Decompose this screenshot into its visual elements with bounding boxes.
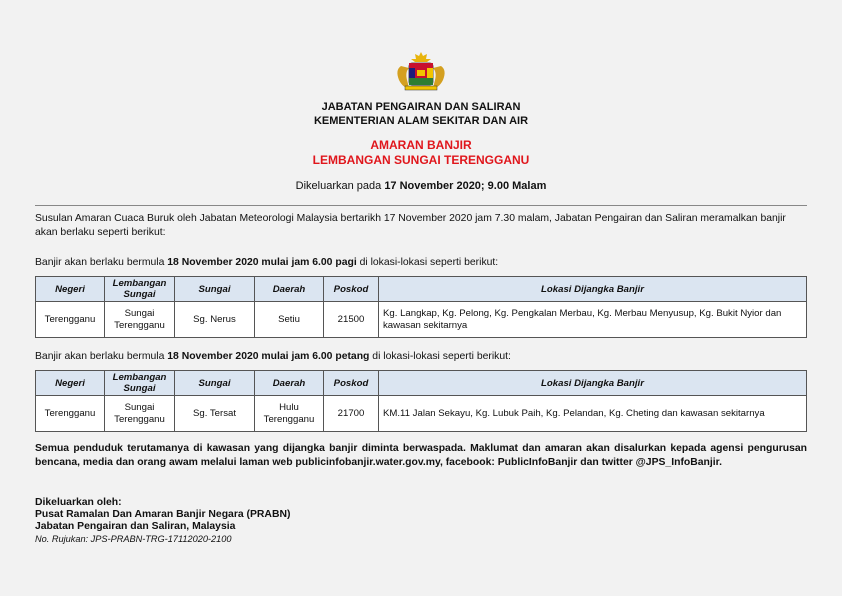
divider	[35, 205, 807, 206]
col-sungai: Sungai	[175, 371, 255, 396]
cell-lokasi: Kg. Langkap, Kg. Pelong, Kg. Pengkalan Merbau, Kg. Merbau Menyusup, Kg. Bukit Nyior dan kawasan sekitarnya	[379, 302, 807, 338]
reference-number: No. Rujukan: JPS-PRABN-TRG-17112020-2100	[35, 534, 232, 544]
col-lokasi: Lokasi Dijangka Banjir	[379, 277, 807, 302]
col-lembangan: Lembangan Sungai	[105, 277, 175, 302]
cell-daerah: Setiu	[255, 302, 324, 338]
issued-datetime: 17 November 2020; 9.00 Malam	[384, 180, 547, 192]
section1-heading	[35, 256, 807, 270]
col-poskod: Poskod	[324, 277, 379, 302]
flood-table-2	[35, 370, 807, 432]
col-lembangan: Lembangan Sungai	[105, 371, 175, 396]
table-row	[36, 396, 807, 432]
issued-line	[0, 179, 842, 193]
cell-negeri: Terengganu	[36, 302, 105, 338]
col-poskod: Poskod	[324, 371, 379, 396]
department-name: JABATAN PENGAIRAN DAN SALIRAN	[321, 101, 521, 113]
table-header-row	[36, 277, 807, 302]
section1-when: 18 November 2020 mulai jam 6.00 pagi	[167, 257, 357, 268]
section2-when: 18 November 2020 mulai jam 6.00 petang	[167, 351, 370, 362]
table-row	[36, 302, 807, 338]
flood-table-1	[35, 276, 807, 338]
warning-subtitle: LEMBANGAN SUNGAI TERENGGANU	[312, 153, 530, 167]
issuing-agency: Jabatan Pengairan dan Saliran, Malaysia	[35, 521, 236, 532]
issued-by-label: Dikeluarkan oleh:	[35, 497, 122, 508]
col-negeri: Negeri	[36, 277, 105, 302]
cell-daerah: Hulu Terengganu	[255, 396, 324, 432]
warning-title: AMARAN BANJIR	[370, 138, 472, 152]
cell-lokasi: KM.11 Jalan Sekayu, Kg. Lubuk Paih, Kg. Pelandan, Kg. Cheting dan kawasan sekitarnya	[379, 396, 807, 432]
notice-paragraph: Semua penduduk terutamanya di kawasan yang dijangka banjir diminta berwaspada. Maklumat dan amaran akan disalurkan kepada agensi pengurusan bencana, media dan orang awam melalui laman web publicinfobanjir.water.gov.my, facebook: PublicInfoBanjir dan twitter @JPS_InfoBanjir.	[35, 443, 807, 468]
section2-heading	[35, 350, 807, 364]
cell-poskod: 21700	[324, 396, 379, 432]
col-lokasi: Lokasi Dijangka Banjir	[379, 371, 807, 396]
col-daerah: Daerah	[255, 371, 324, 396]
cell-sungai: Sg. Tersat	[175, 396, 255, 432]
cell-negeri: Terengganu	[36, 396, 105, 432]
cell-lembangan: Sungai Terengganu	[105, 396, 175, 432]
section2-pre: Banjir akan berlaku bermula	[35, 351, 168, 362]
issuing-center: Pusat Ramalan Dan Amaran Banjir Negara (PRABN)	[35, 509, 291, 520]
cell-poskod: 21500	[324, 302, 379, 338]
section1-post: di lokasi-lokasi seperti berikut:	[356, 257, 499, 268]
ministry-name: KEMENTERIAN ALAM SEKITAR DAN AIR	[313, 115, 529, 127]
intro-paragraph: Susulan Amaran Cuaca Buruk oleh Jabatan Meteorologi Malaysia bertarikh 17 November 2020 jam 7.30 malam, Jabatan Pengairan dan Saliran meramalkan banjir akan berlaku seperti berikut:	[35, 213, 786, 238]
table-header-row	[36, 371, 807, 396]
coat-of-arms-icon	[393, 50, 449, 92]
col-sungai: Sungai	[175, 277, 255, 302]
issued-prefix: Dikeluarkan pada	[295, 180, 385, 192]
col-daerah: Daerah	[255, 277, 324, 302]
cell-sungai: Sg. Nerus	[175, 302, 255, 338]
section2-post: di lokasi-lokasi seperti berikut:	[369, 351, 511, 362]
col-negeri: Negeri	[36, 371, 105, 396]
section1-pre: Banjir akan berlaku bermula	[35, 257, 168, 268]
cell-lembangan: Sungai Terengganu	[105, 302, 175, 338]
